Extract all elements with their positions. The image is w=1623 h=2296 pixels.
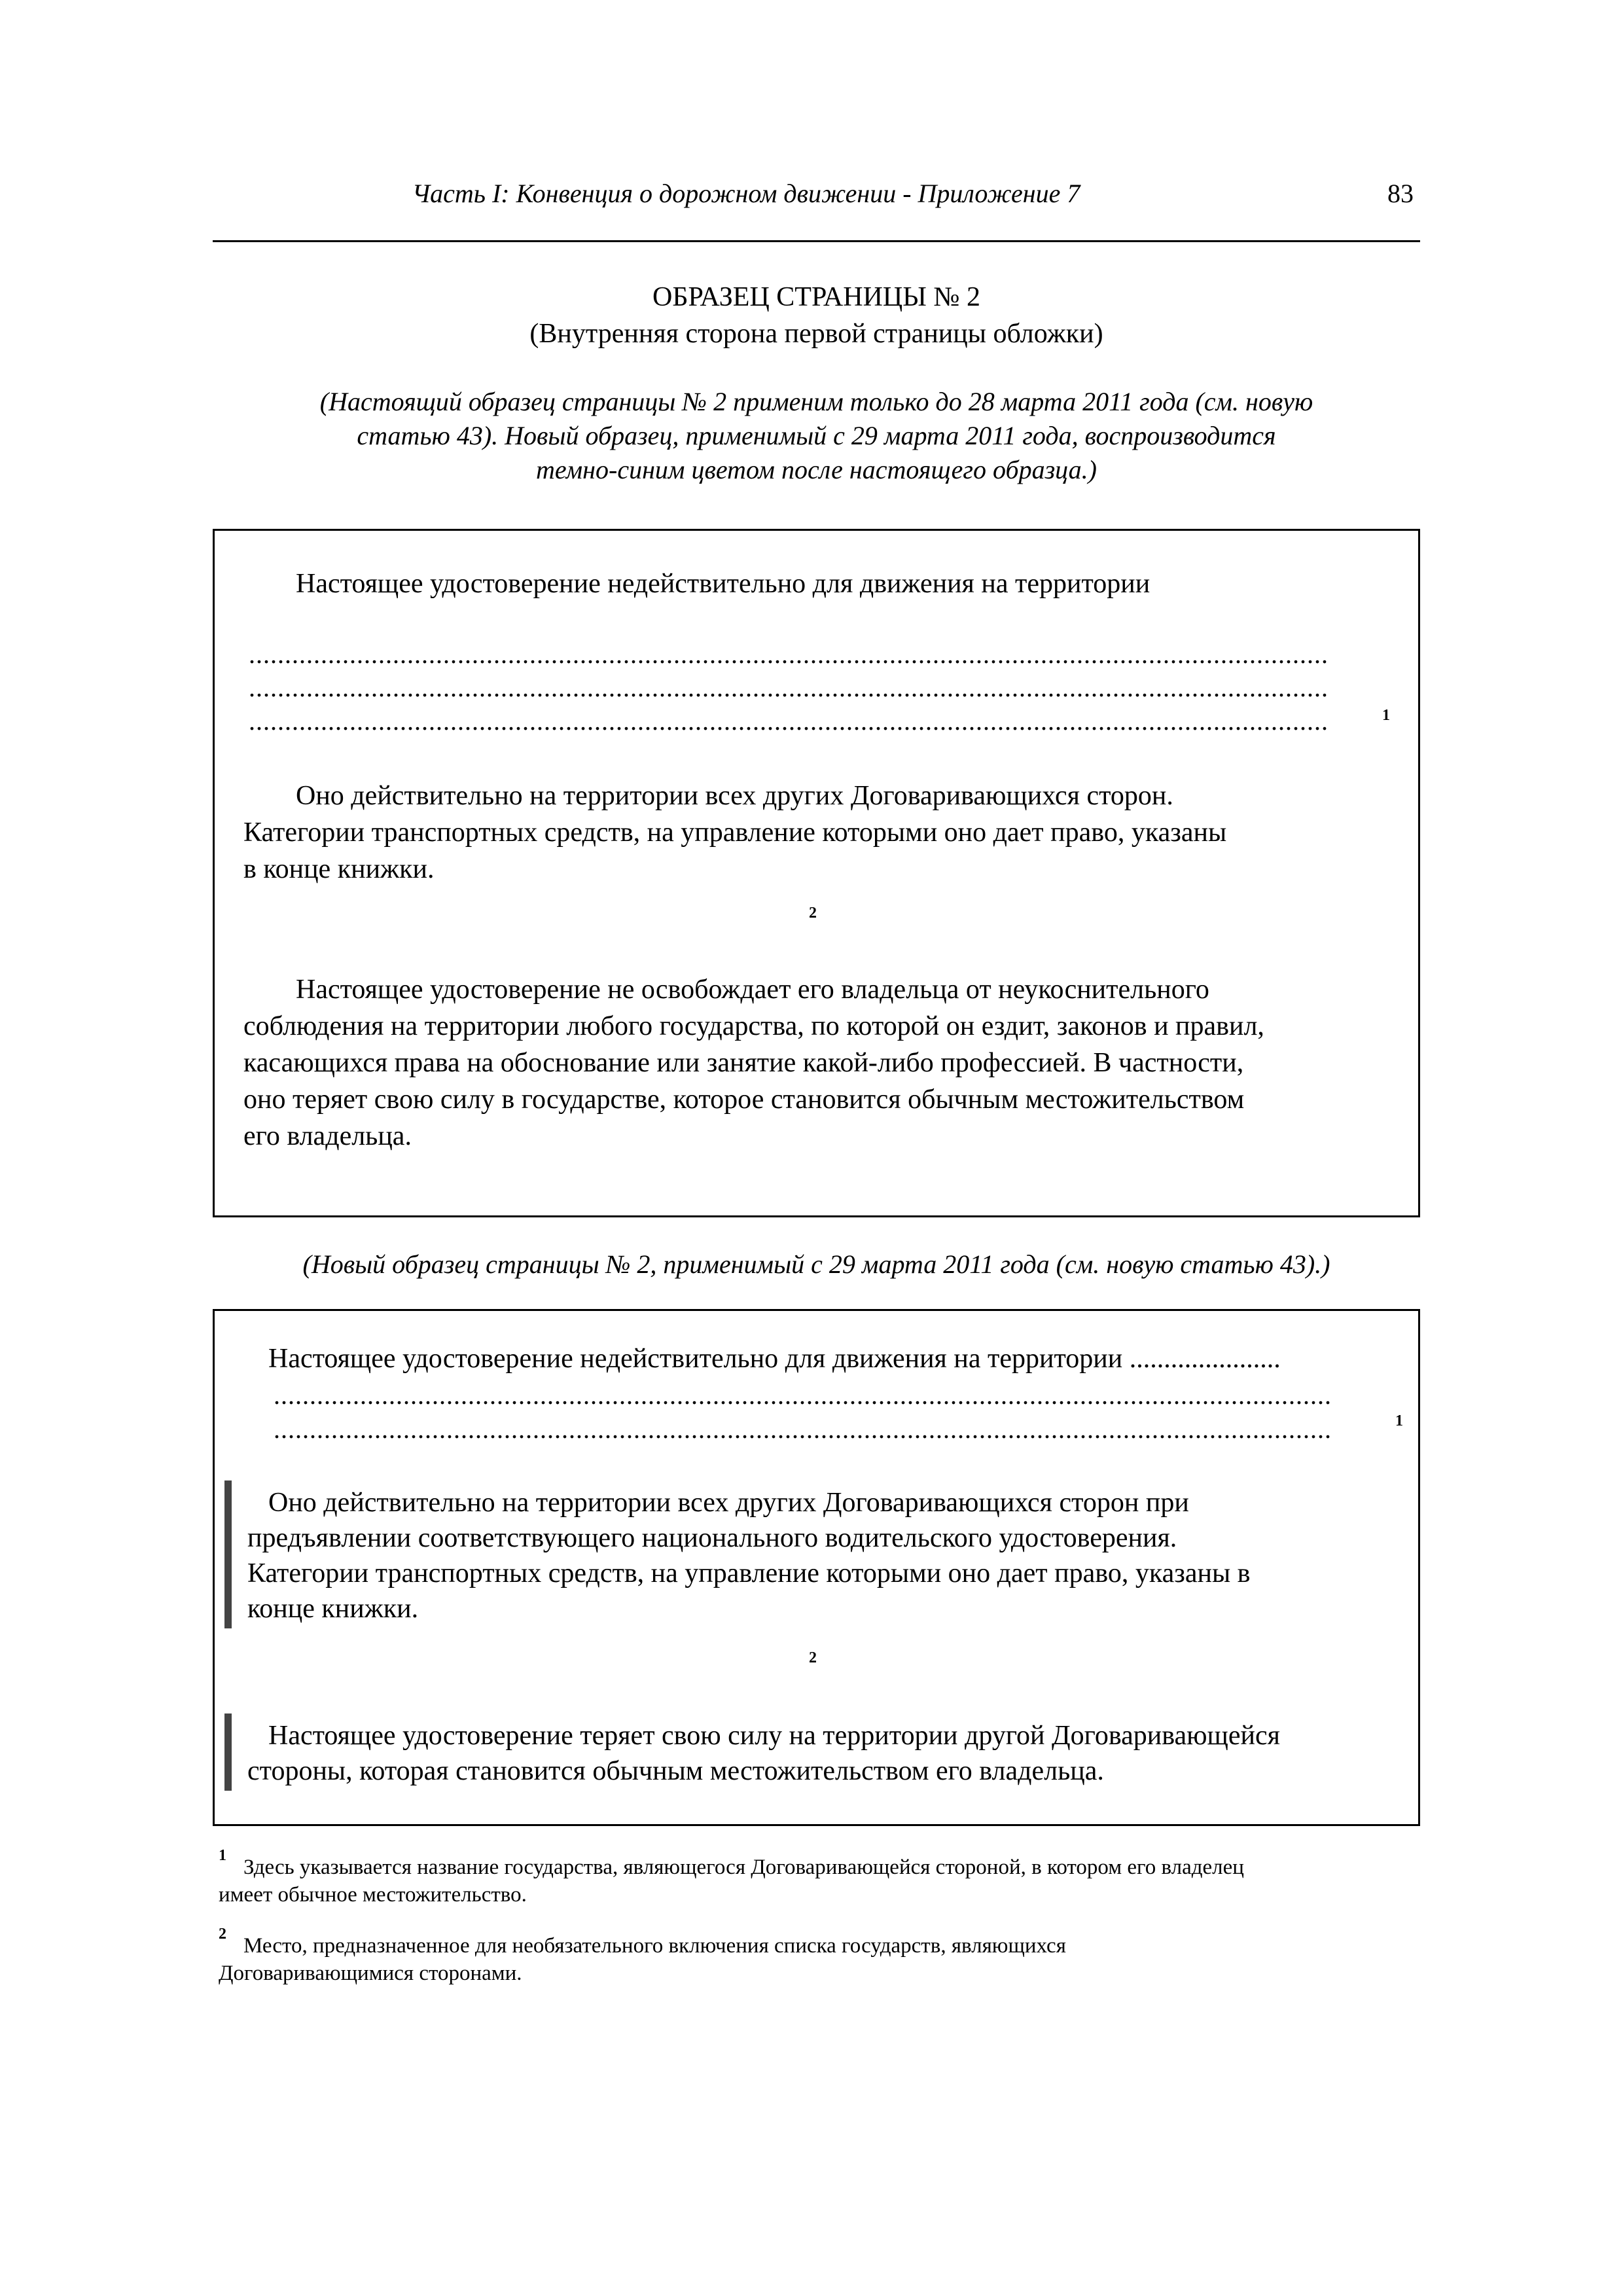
running-header-title: Часть I: Конвенция о дорожном движении - Приложение 7: [412, 179, 1080, 208]
revision-bar: [224, 1480, 232, 1628]
old-box-footnote-mark-2: 2: [809, 905, 817, 922]
new-box-para2-line: предъявлении соответствующего национального водительского удостоверения.: [247, 1523, 1177, 1553]
new-box-para3-line: Настоящее удостоверение теряет свою силу на территории другой Договаривающейся: [268, 1721, 1280, 1751]
old-box-para3-line: соблюдения на территории любого государства, по которой он ездит, законов и правил,: [243, 1011, 1264, 1041]
new-box-line1: Настоящее удостоверение недействительно для движения на территории ......................: [268, 1344, 1281, 1374]
old-box-dotted-line: ......................................................................................................................................................: [249, 675, 1329, 701]
new-box-footnote-mark-2: 2: [809, 1649, 817, 1666]
footnote-mark: 2: [219, 1926, 226, 1943]
new-box-para2-line: Категории транспортных средств, на управление которыми оно дает право, указаны в: [247, 1558, 1251, 1588]
old-box-para2-line: в конце книжки.: [243, 854, 435, 884]
page-number: 83: [1387, 179, 1414, 208]
footnote-1-line: имеет обычное местожительство.: [219, 1883, 527, 1907]
new-box-para3-line: стороны, которая становится обычным местожительством его владельца.: [247, 1756, 1104, 1786]
old-note-line: статью 43). Новый образец, применимый с 29 марта 2011 года, воспроизводится: [357, 421, 1276, 450]
old-box-footnote-mark-1: 1: [1382, 707, 1390, 724]
new-box-para2-line: конце книжки.: [247, 1594, 419, 1624]
new-box-dotted-line: ...................................................................................................................................................: [274, 1416, 1332, 1443]
header-rule: [213, 240, 1420, 242]
new-sample-note: (Новый образец страницы № 2, применимый с 29 марта 2011 года (см. новую статью 43).): [302, 1249, 1330, 1279]
old-box-line1: Настоящее удостоверение недействительно для движения на территории: [296, 569, 1150, 599]
old-box-para2-line: Оно действительно на территории всех других Договаривающихся сторон.: [296, 781, 1173, 811]
old-box-para3-line: Настоящее удостоверение не освобождает его владельца от неукоснительного: [296, 975, 1209, 1005]
footnote-2-line: Договаривающимися сторонами.: [219, 1962, 522, 1985]
old-note-line: темно-синим цветом после настоящего образца.): [536, 455, 1097, 484]
old-box-para3-line: оно теряет свою силу в государстве, которое становится обычным местожительством: [243, 1085, 1245, 1115]
footnote-mark: 1: [219, 1847, 226, 1864]
footnote-1-line: Здесь указывается название государства, являющегося Договаривающейся стороной, в котором его владелец: [243, 1856, 1244, 1879]
new-box-footnote-mark-1: 1: [1395, 1412, 1403, 1429]
old-box-para3-line: его владельца.: [243, 1121, 412, 1151]
old-box-dotted-line: ......................................................................................................................................................: [249, 708, 1329, 734]
sample-title: ОБРАЗЕЦ СТРАНИЦЫ № 2: [652, 282, 980, 312]
old-note-line: (Настоящий образец страницы № 2 применим только до 28 марта 2011 года (см. новую: [319, 387, 1313, 416]
old-sample-note: [213, 385, 1420, 487]
old-box-dotted-line: ......................................................................................................................................................: [249, 641, 1329, 668]
footnote-2-line: Место, предназначенное для необязательного включения списка государств, являющихся: [243, 1934, 1066, 1958]
new-box-para2-line: Оно действительно на территории всех других Договаривающихся сторон при: [268, 1488, 1189, 1518]
new-box-dotted-line: ...................................................................................................................................................: [274, 1382, 1332, 1408]
revision-bar: [224, 1713, 232, 1791]
old-box-para2-line: Категории транспортных средств, на управление которыми оно дает право, указаны: [243, 817, 1227, 848]
sample-subtitle: (Внутренняя сторона первой страницы обложки): [529, 319, 1103, 349]
old-box-para3-line: касающихся права на обоснование или занятие какой-либо профессией. В частности,: [243, 1048, 1244, 1078]
